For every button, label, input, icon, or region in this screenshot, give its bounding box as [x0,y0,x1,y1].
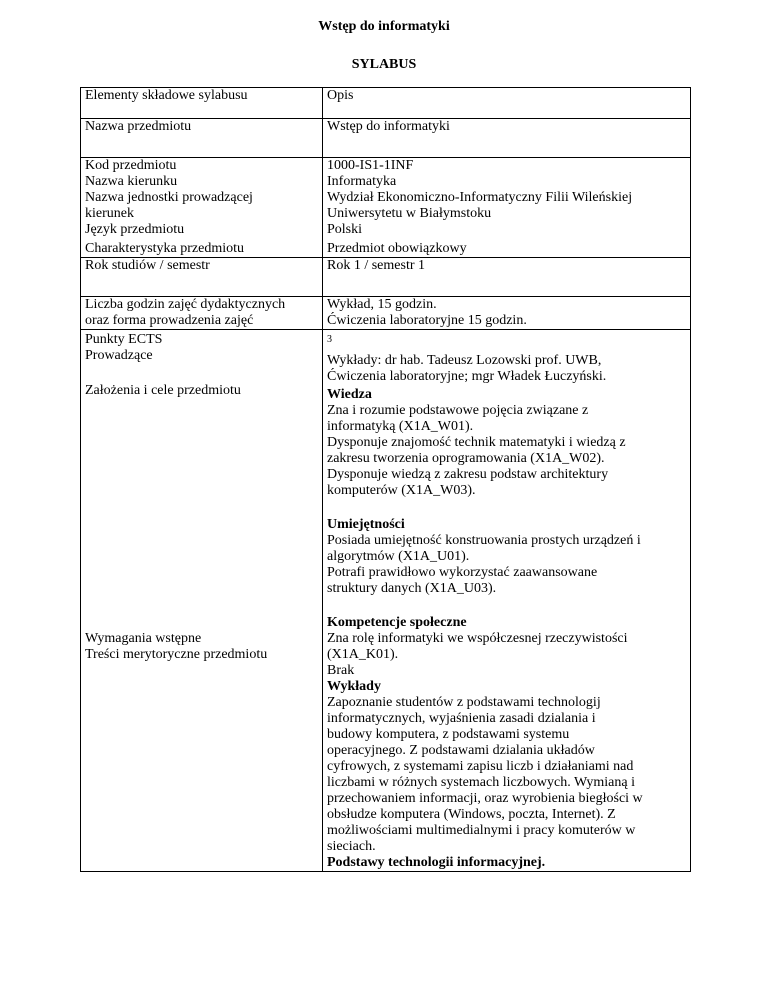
hours-values-cell [323,297,691,330]
details-values-cell [323,330,691,872]
goals-label: Założenia i cele przedmiotu [85,383,241,398]
skills-heading: Umiejętności [327,517,405,532]
competence-line: Zna rolę informatyki we współczesnej rzeczywistości [327,631,628,646]
unit-name-value-cont: Uniwersytetu w Białymstoku [327,206,492,221]
lecturers-label: Prowadzące [85,348,153,363]
lectures-line: budowy komputera, z podstawami systemu [327,727,570,742]
course-code-value: 1000-IS1-1INF [327,158,414,173]
lectures-line: możliwościami multimedialnymi i pracy komuterów w [327,823,636,838]
knowledge-line: komputerów (X1A_W03). [327,483,476,498]
skills-line: struktury danych (X1A_U03). [327,581,497,596]
unit-name-value: Wydział Ekonomiczno-Informatyczny Filii Wileńskiej [327,190,633,205]
knowledge-line: Dysponuje znajomość technik matematyki i wiedzą z [327,435,626,450]
hours-label-cont: oraz forma prowadzenia zajęć [85,313,254,328]
field-name-value: Informatyka [327,174,397,189]
hours-labels-cell [81,297,323,330]
lectures-line: sieciach. [327,839,376,854]
codes-labels-cell [81,158,323,258]
lectures-line: cyfrowych, z systemami zapisu liczb i działaniami nad [327,759,634,774]
details-labels-cell [81,330,323,872]
ects-value: 3 [327,334,332,345]
header-description: Opis [323,88,691,119]
unit-name-label-cont: kierunek [85,206,134,221]
lectures-line: operacyjnego. Z podstawami dzialania układów [327,743,595,758]
knowledge-line: zakresu tworzenia oprogramowania (X1A_W02). [327,451,605,466]
skills-line: Potrafi prawidłowo wykorzystać zaawansowane [327,565,598,580]
table-row [81,297,691,330]
lecturers-value: Wykłady: dr hab. Tadeusz Lozowski prof. UWB, [327,353,602,368]
section-spacer [327,499,686,515]
ects-label: Punkty ECTS [85,332,163,347]
competence-heading: Kompetencje społeczne [327,615,467,630]
header-elements: Elementy składowe sylabusu [81,88,323,119]
lectures-line: obsłudze komputera (Windows, poczta, Internet). Z [327,807,616,822]
document-subtitle: SYLABUS [351,57,417,72]
language-label: Język przedmiotu [85,222,185,237]
table-row [81,158,691,258]
knowledge-line: Zna i rozumie podstawowe pojęcia związane z [327,403,589,418]
lab-hours: Ćwiczenia laboratoryjne 15 godzin. [327,313,527,328]
skills-line: Posiada umiejętność konstruowania prostych urządzeń i [327,533,641,548]
table-row [81,330,691,872]
lectures-heading: Wykłady [327,679,381,694]
knowledge-heading: Wiedza [327,387,372,402]
course-code-label: Kod przedmiotu [85,158,177,173]
table-header-row [81,88,691,119]
section-spacer [327,597,686,613]
lectures-line: Zapoznanie studentów z podstawami technologij [327,695,601,710]
hours-label: Liczba godzin zajęć dydaktycznych [85,297,286,312]
lectures-line: informatycznych, wyjaśnienia zasadi dzialania i [327,711,596,726]
competence-line: (X1A_K01). [327,647,399,662]
language-value: Polski [327,222,363,237]
syllabus-table [80,87,691,872]
characteristic-value: Przedmiot obowiązkowy [327,241,467,256]
field-name-label: Nazwa kierunku [85,174,178,189]
characteristic-label: Charakterystyka przedmiotu [85,241,245,256]
year-value: Rok 1 / semestr 1 [323,258,691,297]
knowledge-line: Dysponuje wiedzą z zakresu podstaw architektury [327,467,609,482]
lecturers-value-cont: Ćwiczenia laboratoryjne; mgr Władek Łuczyński. [327,369,607,384]
course-name-value: Wstęp do informatyki [323,119,691,158]
document-title: Wstęp do informatyki [318,19,450,34]
lecture-hours: Wykład, 15 godzin. [327,297,437,312]
table-row [81,119,691,158]
course-name-label: Nazwa przedmiotu [81,119,323,158]
lectures-footer: Podstawy technologii informacyjnej. [327,855,546,870]
year-label: Rok studiów / semestr [81,258,323,297]
knowledge-line: informatyką (X1A_W01). [327,419,474,434]
requirements-value: Brak [327,663,355,678]
table-row [81,258,691,297]
skills-line: algorytmów (X1A_U01). [327,549,470,564]
codes-values-cell [323,158,691,258]
content-label: Treści merytoryczne przedmiotu [85,647,268,662]
lectures-line: przechowaniem informacji, oraz wyrobienia biegłości w [327,791,643,806]
lectures-line: liczbami w różnych systemach liczbowych. Wymianą i [327,775,635,790]
unit-name-label: Nazwa jednostki prowadzącej [85,190,253,205]
requirements-label: Wymagania wstępne [85,631,202,646]
